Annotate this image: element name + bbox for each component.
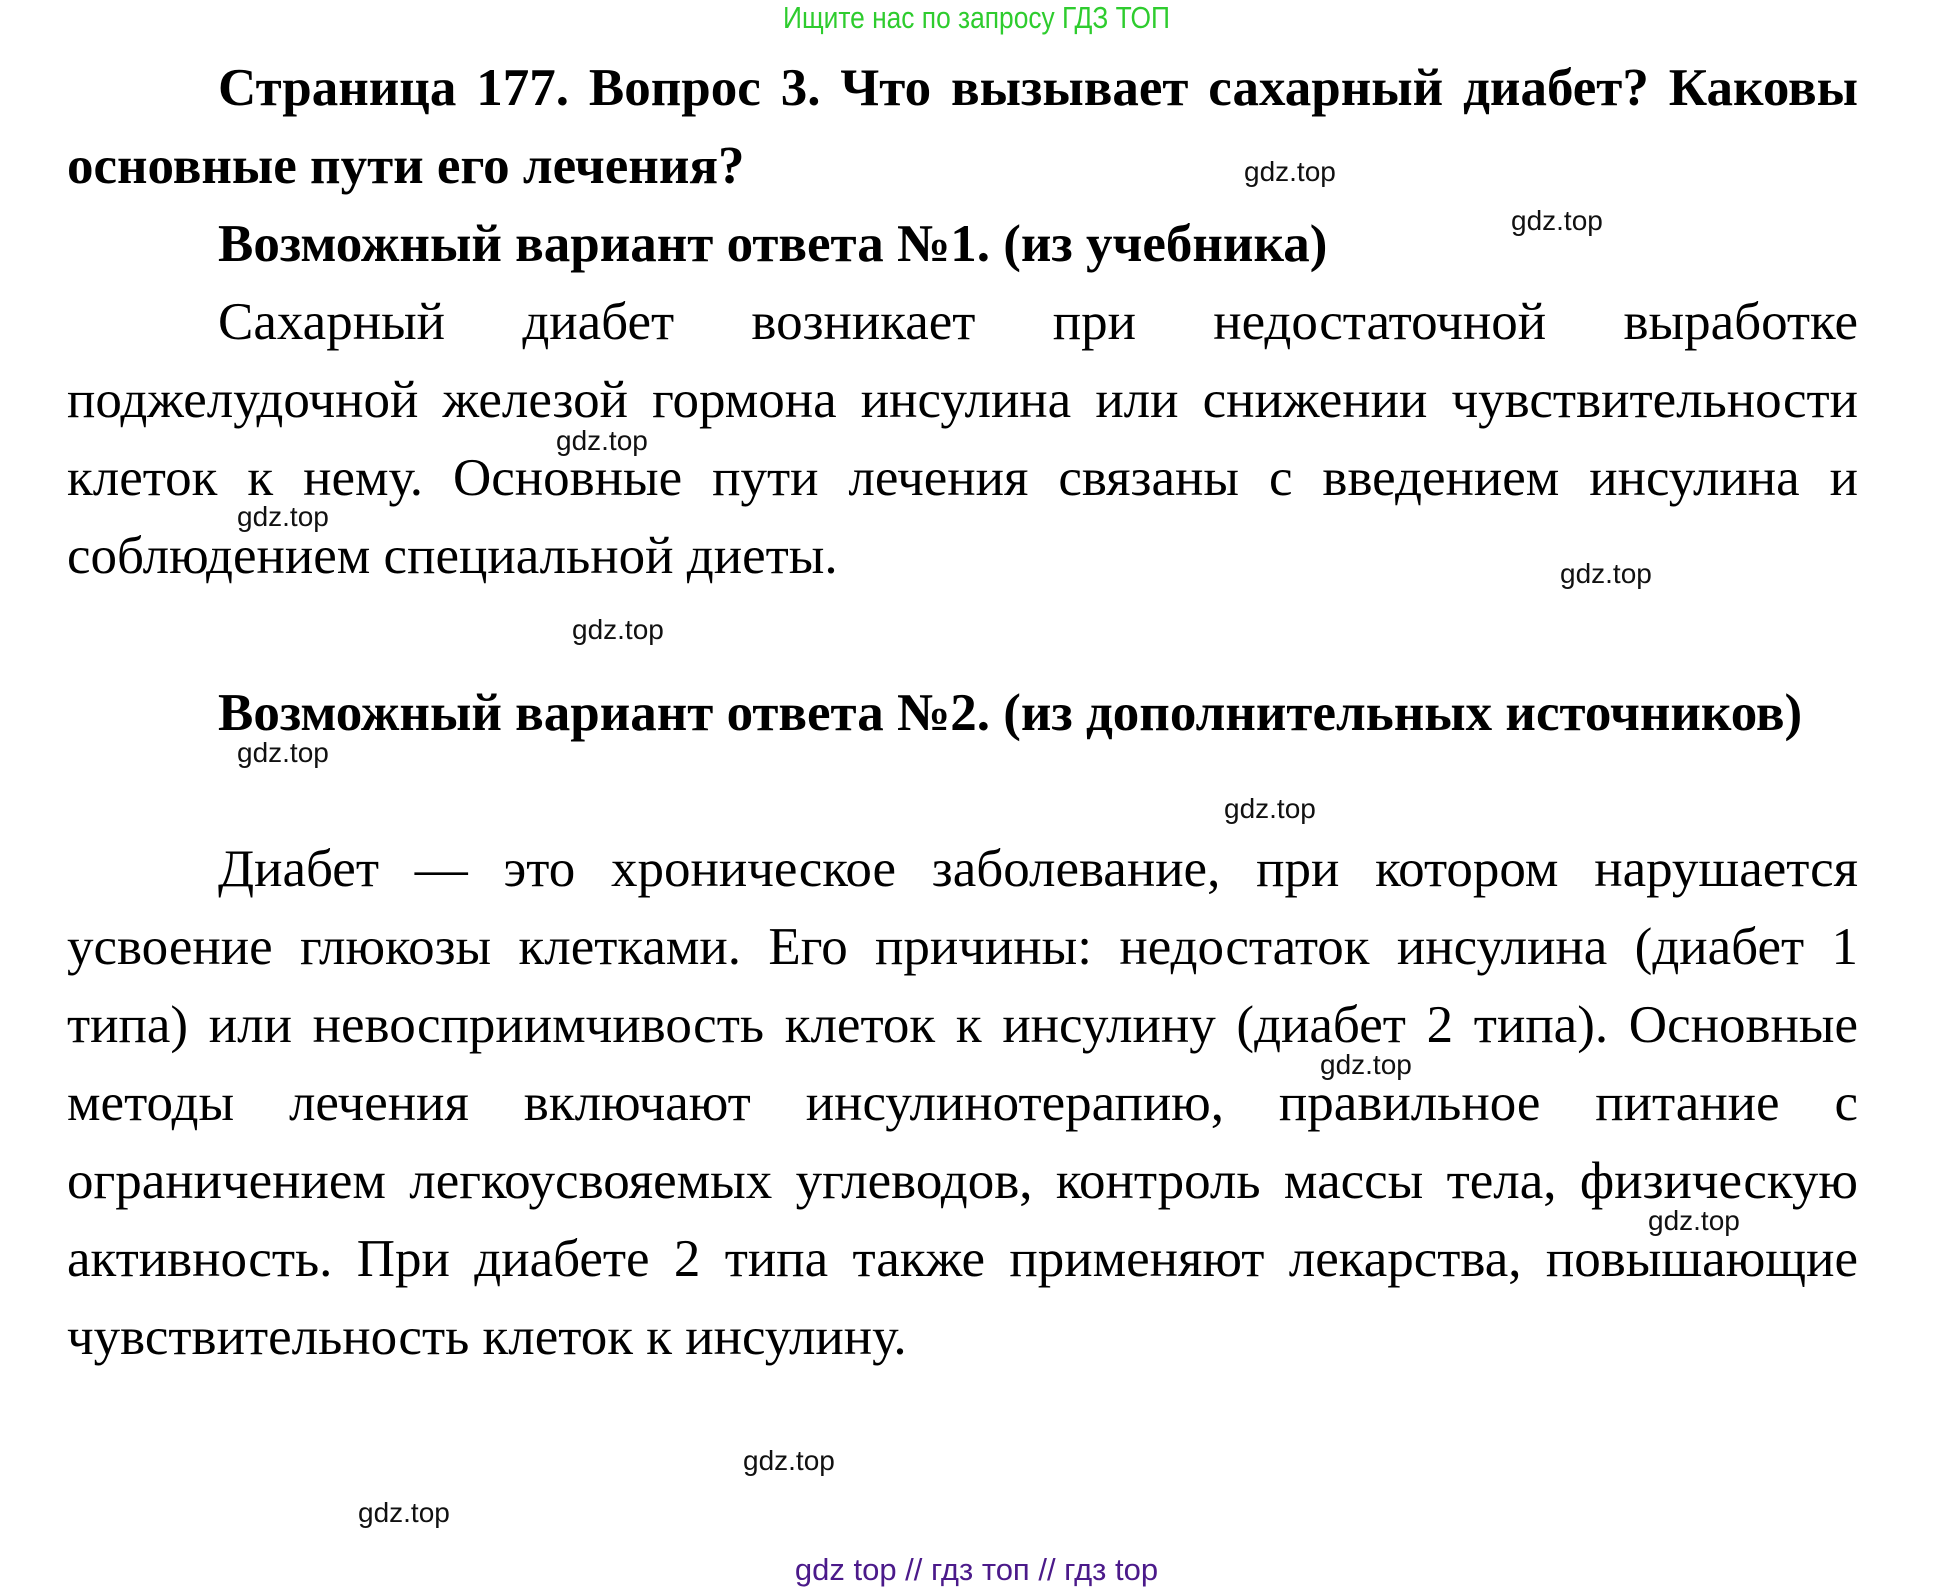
watermark: gdz.top <box>572 614 664 645</box>
watermark: gdz.top <box>1224 793 1316 824</box>
watermark: gdz.top <box>1244 156 1336 187</box>
watermark: gdz.top <box>556 425 648 456</box>
answer2-heading: Возможный вариант ответа №2. (из дополнительных источников) <box>218 684 1803 742</box>
watermark: gdz.top <box>1560 558 1652 589</box>
answer2-text: Диабет — это хроническое заболевание, при котором нарушается усвоение глюкозы клетками. Его причины: недостаток инсулина (диабет 1 типа) или невосприимчивость клеток к инсулину (диабет 2 типа). Основные методы лечения включают инсулинотерапию, правильное питание с ограничением легкоусвояемых углеводов, контроль массы тела, физическую активность. При диабете 2 типа также применяют лекарства, повышающие чувствительность клеток к инсулину. <box>67 840 1858 1366</box>
watermark: gdz.top <box>237 737 329 768</box>
question-title-block <box>67 49 1858 205</box>
search-banner: Ищите нас по запросу ГДЗ ТОП <box>783 0 1170 35</box>
answer1-text: Сахарный диабет возникает при недостаточной выработке поджелудочной железой гормона инсулина или снижении чувствительности клеток к нему. Основные пути лечения связаны с введением инсулина и соблюдением специальной диеты. <box>67 293 1858 585</box>
watermark: gdz.top <box>237 501 329 532</box>
watermark: gdz.top <box>1320 1049 1412 1080</box>
question-title: Страница 177. Вопрос 3. Что вызывает сахарный диабет? Каковы основные пути его лечения? <box>67 59 1858 195</box>
answer2-heading-block <box>67 674 1858 752</box>
answer1-text-block <box>67 283 1858 595</box>
answer1-heading: Возможный вариант ответа №1. (из учебника) <box>218 215 1328 273</box>
watermark: gdz.top <box>358 1497 450 1528</box>
watermark: gdz.top <box>1511 205 1603 236</box>
answer2-text-block <box>67 830 1858 1376</box>
watermark: gdz.top <box>743 1445 835 1476</box>
footer-banner: gdz top // гдз топ // гдз top <box>794 1552 1159 1587</box>
watermark: gdz.top <box>1648 1205 1740 1236</box>
